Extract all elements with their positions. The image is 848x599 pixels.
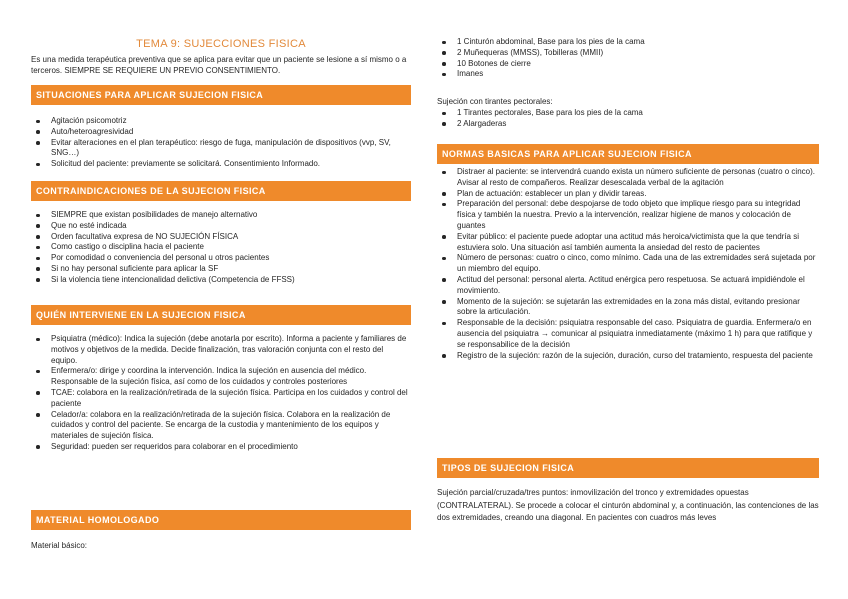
situaciones-list (31, 116, 411, 170)
page-title: TEMA 9: SUJECCIONES FISICA (136, 38, 306, 50)
list-item: Si no hay personal suficiente para aplicar la SF (31, 264, 411, 275)
list-item: Plan de actuación: establecer un plan y dividir tareas. (437, 189, 819, 200)
section-header-material: MATERIAL HOMOLOGADO (31, 510, 411, 530)
list-item: Enfermera/o: dirige y coordina la intervención. Indica la sujeción en ausencia del médico. Responsable de la sujeción física, así como de los cuidados y controles posteriores (31, 366, 411, 388)
list-item: Número de personas: cuatro o cinco, como mínimo. Cada una de las extremidades será sujetada por un miembro del equipo. (437, 253, 819, 275)
list-item: Registro de la sujeción: razón de la sujeción, duración, curso del tratamiento, respuesta del paciente (437, 351, 819, 362)
list-item: TCAE: colabora en la realización/retirada de la sujeción física. Participa en los cuidados y control del paciente (31, 388, 411, 410)
intro-paragraph: Es una medida terapéutica preventiva que se aplica para evitar que un paciente se lesione a sí mismo o a terceros. SIEMPRE SE REQUIERE UN PREVIO CONSENTIMIENTO. (31, 55, 407, 75)
list-item: Seguridad: pueden ser requeridos para colaborar en el procedimiento (31, 442, 411, 453)
section-header-normas: NORMAS BASICAS PARA APLICAR SUJECION FISICA (437, 144, 819, 164)
list-item: Responsable de la decisión: psiquiatra responsable del caso. Psiquiatra de guardia. Enfermera/o en ausencia del psiquiatra → comunicar al psiquiatra inmediatamente (máximo 1 h) para que ratifique y se responsabilice de la decisión (437, 318, 819, 350)
list-item: Orden facultativa expresa de NO SUJECIÓN FÍSICA (31, 232, 411, 243)
list-item: Si la violencia tiene intencionalidad delictiva (Competencia de FFSS) (31, 275, 411, 286)
list-item: Que no esté indicada (31, 221, 411, 232)
material-pectorales-label: Sujeción con tirantes pectorales: (437, 97, 553, 106)
section-header-tipos: TIPOS DE SUJECION FISICA (437, 458, 819, 478)
list-item: 10 Botones de cierre (437, 59, 819, 70)
list-item: 2 Alargaderas (437, 119, 819, 130)
tipos-paragraph: Sujeción parcial/cruzada/tres puntos: inmovilización del tronco y extremidades opuestas (CONTRALATERAL). Se procede a colocar el cinturón abdominal y, a continuación, las contenciones de las dos extremidades, creando una diagonal. En pacientes con cuadros más leves (437, 488, 819, 522)
list-item: Celador/a: colabora en la realización/retirada de la sujeción física. Colabora en la realización de cuidados y control del paciente. Se encarga de la custodia y mantenimiento de los equipos y materiales de sujeción física. (31, 410, 411, 442)
list-item: Por comodidad o conveniencia del personal u otros pacientes (31, 253, 411, 264)
list-item: Evitar público: el paciente puede adoptar una actitud más heroica/victimista que la que tendría si estuviera solo. Una situación así también aumenta la ansiedad del resto de pacientes (437, 232, 819, 254)
list-item: 2 Muñequeras (MMSS), Tobilleras (MMII) (437, 48, 819, 59)
material-pectorales-list (437, 108, 819, 130)
material-basic-list (437, 37, 819, 80)
section-header-situaciones: SITUACIONES PARA APLICAR SUJECION FISICA (31, 85, 411, 105)
list-item: Evitar alteraciones en el plan terapéutico: riesgo de fuga, manipulación de dispositivos (vvp, SV, SNG…) (31, 138, 411, 160)
list-item: SIEMPRE que existan posibilidades de manejo alternativo (31, 210, 411, 221)
section-header-quien: QUIÉN INTERVIENE EN LA SUJECION FISICA (31, 305, 411, 325)
material-basic-label: Material básico: (31, 541, 88, 550)
list-item: Preparación del personal: debe despojarse de todo objeto que implique riesgo para su integridad física y también la nuestra. Previo a la intervención, realizar higiene de manos y colocación de guantes (437, 199, 819, 231)
list-item: Psiquiatra (médico): Indica la sujeción (debe anotarla por escrito). Informa a paciente y familiares de motivos y objetivos de la medida. Decide finalización, tras valoración conjunta con el resto del equipo. (31, 334, 411, 366)
list-item: Distraer al paciente: se intervendrá cuando exista un número suficiente de personas (cuatro o cinco). Avisar al resto de compañeros. Realizar desescalada verbal de la agitación (437, 167, 819, 189)
list-item: 1 Cinturón abdominal, Base para los pies de la cama (437, 37, 819, 48)
list-item: Auto/heteroagresividad (31, 127, 411, 138)
list-item: Imanes (437, 69, 819, 80)
list-item: Actitud del personal: personal alerta. Actitud enérgica pero respetuosa. Se actuará impidiéndole el movimiento. (437, 275, 819, 297)
list-item: Momento de la sujeción: se sujetarán las extremidades en la zona más distal, evitando presionar sobre la articulación. (437, 297, 819, 319)
quien-list (31, 334, 411, 453)
list-item: 1 Tirantes pectorales, Base para los pies de la cama (437, 108, 819, 119)
section-header-contraindicaciones: CONTRAINDICACIONES DE LA SUJECION FISICA (31, 181, 411, 201)
normas-list (437, 167, 819, 361)
contraindicaciones-list (31, 210, 411, 286)
list-item: Agitación psicomotriz (31, 116, 411, 127)
list-item: Como castigo o disciplina hacia el paciente (31, 242, 411, 253)
list-item: Solicitud del paciente: previamente se solicitará. Consentimiento Informado. (31, 159, 411, 170)
